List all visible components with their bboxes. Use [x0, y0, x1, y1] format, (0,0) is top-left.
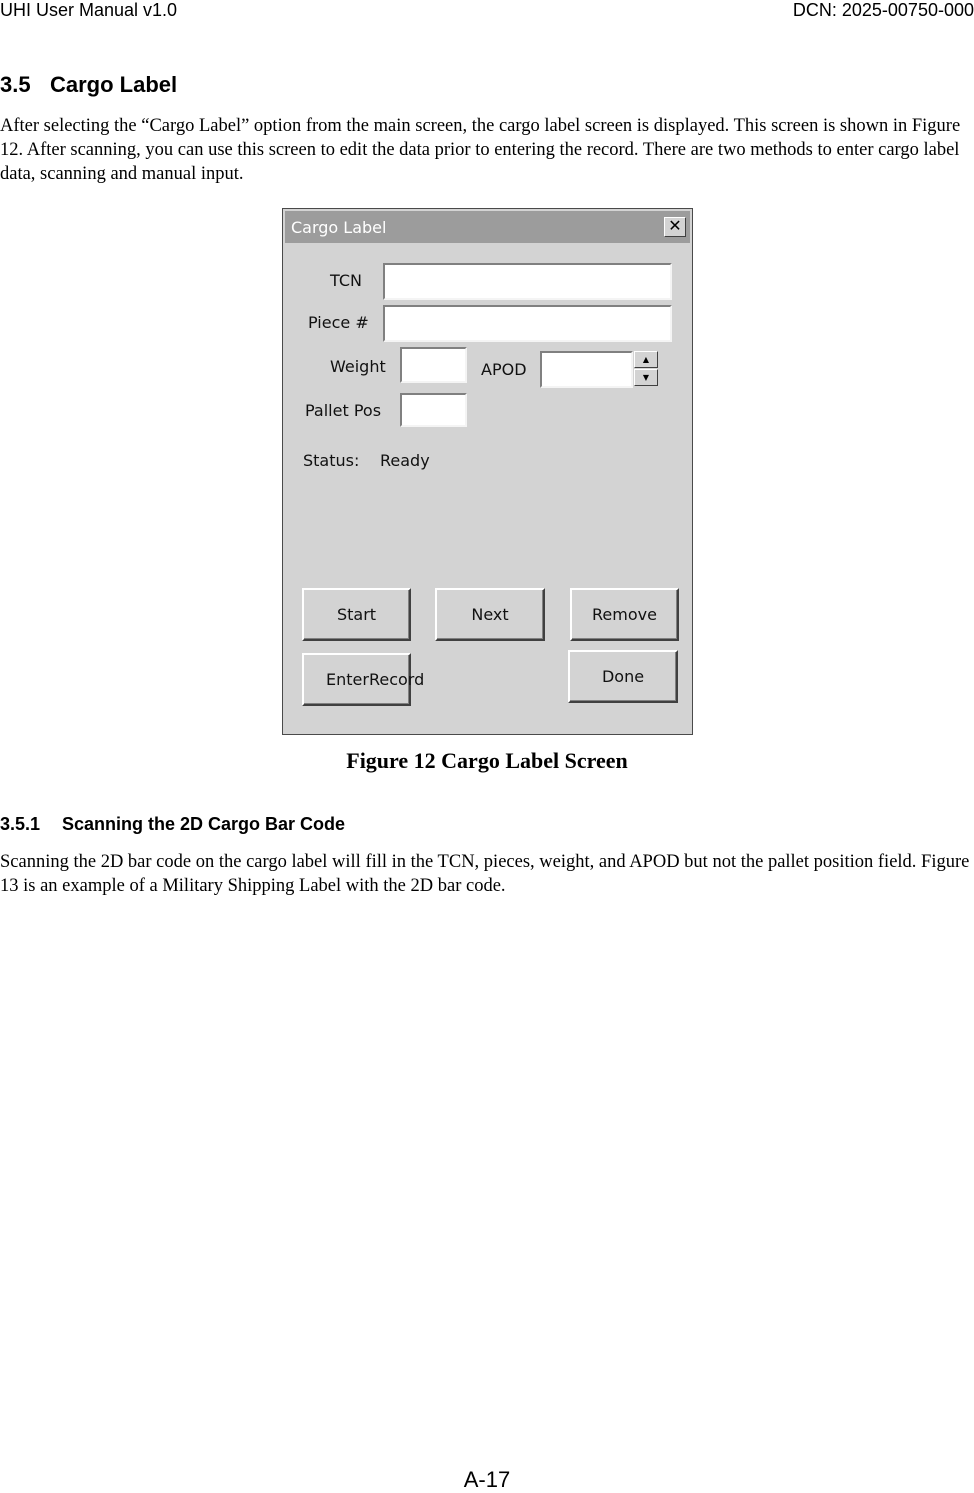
pallet-pos-label: Pallet Pos — [305, 401, 382, 420]
piece-label: Piece # — [308, 313, 369, 332]
status-label: Status: — [303, 451, 360, 470]
done-button[interactable]: Done — [568, 650, 678, 703]
header-dcn: DCN: 2025-00750-000 — [792, 0, 974, 20]
subsection-heading — [0, 814, 345, 835]
section-title: Cargo Label — [50, 72, 178, 97]
subsection-number: 3.5.1 — [0, 814, 41, 834]
tcn-label: TCN — [330, 271, 362, 290]
weight-label: Weight — [330, 357, 386, 376]
close-icon[interactable]: ✕ — [664, 217, 686, 237]
spin-down-icon[interactable]: ▼ — [634, 369, 658, 386]
remove-button[interactable]: Remove — [570, 588, 679, 641]
spin-up-icon[interactable]: ▲ — [634, 351, 658, 368]
start-button[interactable]: Start — [302, 588, 411, 641]
subsection-title: Scanning the 2D Cargo Bar Code — [62, 814, 346, 834]
subsection-paragraph: Scanning the 2D bar code on the cargo label will fill in the TCN, pieces, weight, and APOD but not the pallet position field. Figure 13 is an example of a Military Shipping Label with the 2D bar code. — [0, 852, 970, 896]
section-heading — [0, 72, 177, 98]
enter-record-line2: Record — [368, 670, 425, 689]
page-number: A-17 — [463, 1467, 511, 1492]
status-value: Ready — [380, 451, 430, 470]
window-titlebar — [285, 211, 690, 243]
enter-record-button[interactable] — [302, 653, 425, 706]
piece-input[interactable] — [383, 305, 672, 342]
pallet-pos-input[interactable] — [400, 393, 467, 427]
cargo-label-window — [282, 208, 693, 735]
header-doc-title: UHI User Manual v1.0 — [0, 0, 178, 20]
apod-label: APOD — [481, 360, 527, 379]
apod-input[interactable] — [540, 351, 633, 388]
tcn-input[interactable] — [383, 263, 672, 300]
next-button[interactable]: Next — [435, 588, 545, 641]
section-number: 3.5 — [0, 72, 31, 97]
apod-spinner — [634, 351, 658, 388]
weight-input[interactable] — [400, 347, 467, 383]
enter-record-line1: Enter — [326, 670, 369, 689]
window-title: Cargo Label — [291, 218, 387, 237]
section-paragraph: After selecting the “Cargo Label” option from the main screen, the cargo label screen is displayed. This screen is shown in Figure 12. After scanning, you can use this screen to edit the data prior to entering the record. There are two methods to enter cargo label data, scanning and manual input. — [0, 116, 961, 184]
figure-caption: Figure 12 Cargo Label Screen — [346, 748, 628, 773]
